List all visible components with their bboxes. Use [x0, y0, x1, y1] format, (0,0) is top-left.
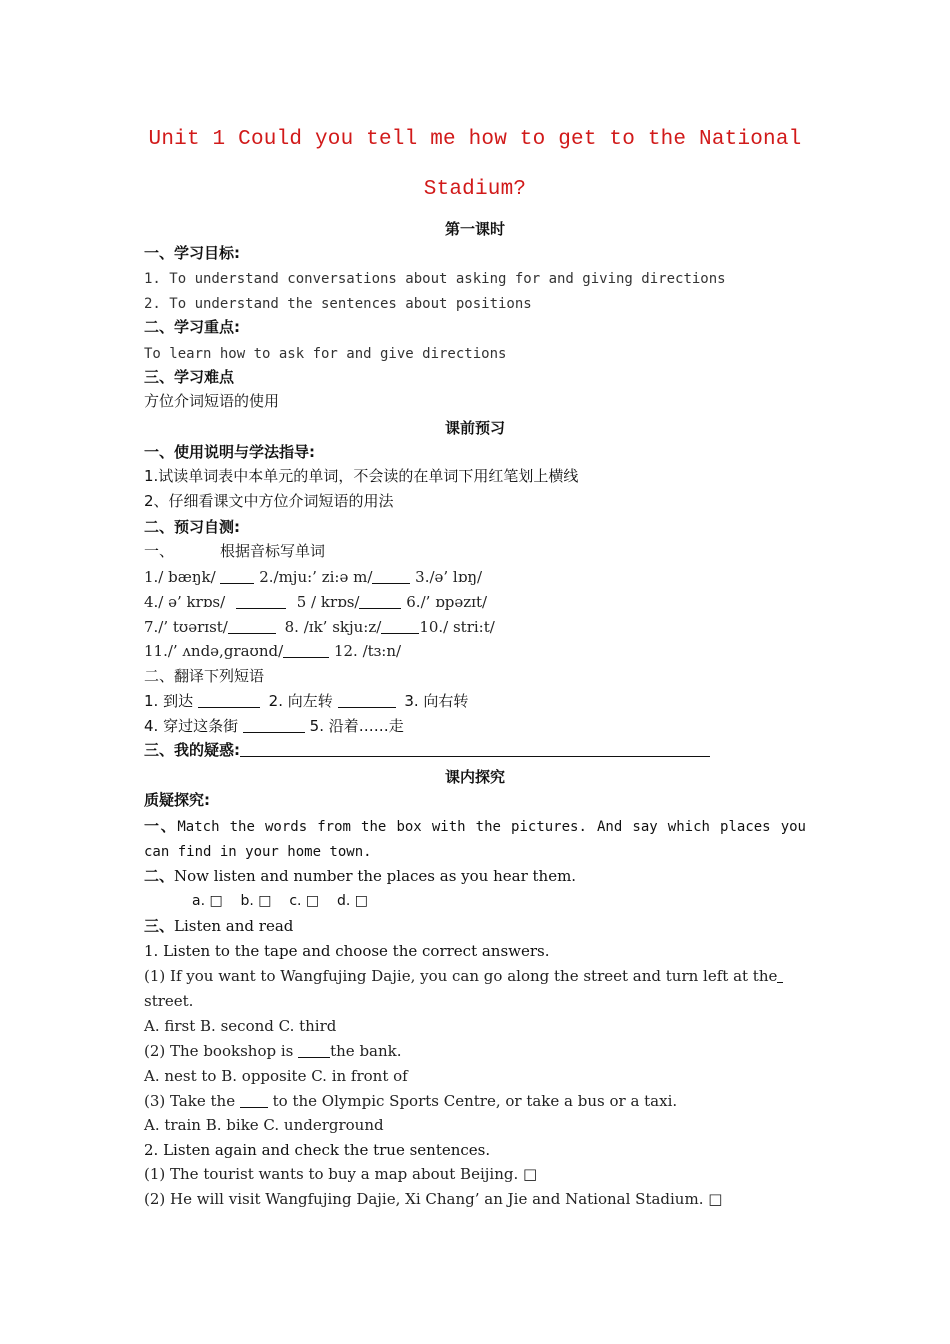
q1-line-1 — [144, 967, 783, 985]
answer-blank[interactable] — [338, 693, 396, 708]
answer-blank[interactable] — [777, 968, 783, 983]
guide-heading: 一、使用说明与学法指导: — [144, 443, 315, 461]
answer-blank[interactable] — [359, 594, 401, 609]
sub1-heading: 1. Listen to the tape and choose the correct answers. — [144, 942, 550, 960]
doubts-label: 三、我的疑惑: — [144, 741, 240, 759]
title-line-1: Unit 1 Could you tell me how to get to the National — [148, 128, 802, 151]
preview-heading: 课前预习 — [444, 419, 505, 437]
task1-number: 一、 — [144, 817, 178, 835]
lesson-heading: 第一课时 — [444, 220, 505, 238]
answer-blank[interactable] — [236, 594, 286, 609]
answer-blank[interactable] — [220, 569, 254, 584]
q3-text-end: to the Olympic Sports Centre, or take a bus or a taxi. — [267, 1092, 678, 1110]
task2-options[interactable]: a. □ b. □ c. □ d. □ — [192, 893, 368, 909]
objectives-heading: 一、学习目标: — [144, 244, 240, 262]
translate-item: 1. 到达 — [144, 692, 194, 710]
true-sentence-2[interactable]: (2) He will visit Wangfujing Dajie, Xi Chang’ an Jie and National Stadium. □ — [144, 1190, 723, 1208]
translate-item: 2. 向左转 — [268, 692, 333, 710]
phonetic-item: 5 / krɒs/ — [296, 593, 360, 611]
answer-blank[interactable] — [381, 619, 419, 634]
phonetic-item: 10./ stri:t/ — [419, 618, 495, 636]
phonetic-item: 3./ə’ lɒŋ/ — [415, 568, 483, 586]
phonetic-item: 4./ ə’ krɒs/ — [144, 593, 226, 611]
doubts-blank[interactable] — [240, 742, 710, 757]
phonetic-item: 7./’ tʊərɪst/ — [144, 618, 228, 636]
q2-line — [144, 1042, 402, 1060]
q3-text-start: (3) Take the — [144, 1092, 240, 1110]
phonetic-row-4 — [144, 642, 401, 660]
translate-item: 3. 向右转 — [404, 692, 469, 710]
answer-blank[interactable] — [198, 693, 260, 708]
q2-options: A. nest to B. opposite C. in front of — [144, 1067, 408, 1085]
title-line-2: Stadium? — [423, 178, 527, 201]
translate-item: 5. 沿着……走 — [309, 717, 404, 735]
phonetic-row-1 — [144, 568, 482, 586]
guide-1: 1.试读单词表中本单元的单词，不会读的在单词下用红笔划上横线 — [144, 467, 579, 485]
phonetic-row-3 — [144, 618, 495, 636]
selftest-heading: 二、预习自测: — [144, 518, 240, 536]
task3-line — [144, 917, 293, 935]
difficulties-text: 方位介词短语的使用 — [144, 392, 280, 410]
task2-text: Now listen and number the places as you hear them. — [174, 867, 577, 885]
q3-options: A. train B. bike C. underground — [144, 1116, 384, 1134]
task3-number: 三、 — [144, 917, 175, 935]
objective-1: 1. To understand conversations about asking for and giving directions — [144, 271, 726, 287]
q2-text-start: (2) The bookshop is — [144, 1042, 299, 1060]
translate-row-1 — [144, 692, 468, 710]
objective-2: 2. To understand the sentences about positions — [144, 296, 532, 312]
inclass-heading: 课内探究 — [444, 768, 505, 786]
phonetic-item: 12. /tɜ:n/ — [333, 642, 402, 660]
translate-item: 4. 穿过这条街 — [144, 717, 239, 735]
answer-blank[interactable] — [228, 619, 276, 634]
task1-line-1 — [144, 817, 806, 836]
answer-blank[interactable] — [298, 1043, 330, 1058]
task2-number: 二、 — [144, 867, 175, 885]
q1-line-2: street. — [144, 992, 194, 1010]
difficulties-heading: 三、学习难点 — [144, 368, 235, 386]
answer-blank[interactable] — [283, 643, 329, 658]
phonetic-item: 6./’ ɒpəzɪt/ — [406, 593, 488, 611]
true-sentence-1[interactable]: (1) The tourist wants to buy a map about Beijing. □ — [144, 1165, 538, 1183]
task1-line-2: can find in your home town. — [144, 844, 372, 860]
phonetic-item: 11./’ ʌndə,graʊnd/ — [144, 642, 284, 660]
q1-text: (1) If you want to Wangfujing Dajie, you can go along the street and turn left at the — [144, 967, 778, 985]
answer-blank[interactable] — [243, 718, 305, 733]
guide-2: 2、仔细看课文中方位介词短语的用法 — [144, 492, 394, 510]
q3-line — [144, 1092, 677, 1110]
phonetic-item: 8. /ɪk’ skju:z/ — [284, 618, 382, 636]
q2-text-end: the bank. — [330, 1042, 402, 1060]
task1-text: Match the words from the box with the pictures. And say which places you — [177, 819, 806, 835]
explore-heading: 质疑探究: — [144, 791, 210, 809]
phonetic-item: 1./ bæŋk/ — [144, 568, 216, 586]
sub2-heading: 2. Listen again and check the true sentences. — [144, 1141, 491, 1159]
doubts-row — [144, 741, 710, 759]
task2-line — [144, 867, 576, 885]
part1-label: 一、 — [144, 542, 175, 560]
phonetic-row-2 — [144, 593, 487, 611]
part2-heading: 二、翻译下列短语 — [144, 667, 265, 685]
key-points-text: To learn how to ask for and give directions — [144, 346, 507, 362]
task3-text: Listen and read — [174, 917, 294, 935]
key-points-heading: 二、学习重点: — [144, 318, 240, 336]
answer-blank[interactable] — [372, 569, 410, 584]
phonetic-item: 2./mju:’ zi:ə m/ — [259, 568, 373, 586]
translate-row-2 — [144, 717, 404, 735]
part1-title: 根据音标写单词 — [220, 542, 326, 560]
q1-options: A. first B. second C. third — [144, 1017, 337, 1035]
part1-heading — [144, 542, 325, 560]
answer-blank[interactable] — [240, 1093, 268, 1108]
